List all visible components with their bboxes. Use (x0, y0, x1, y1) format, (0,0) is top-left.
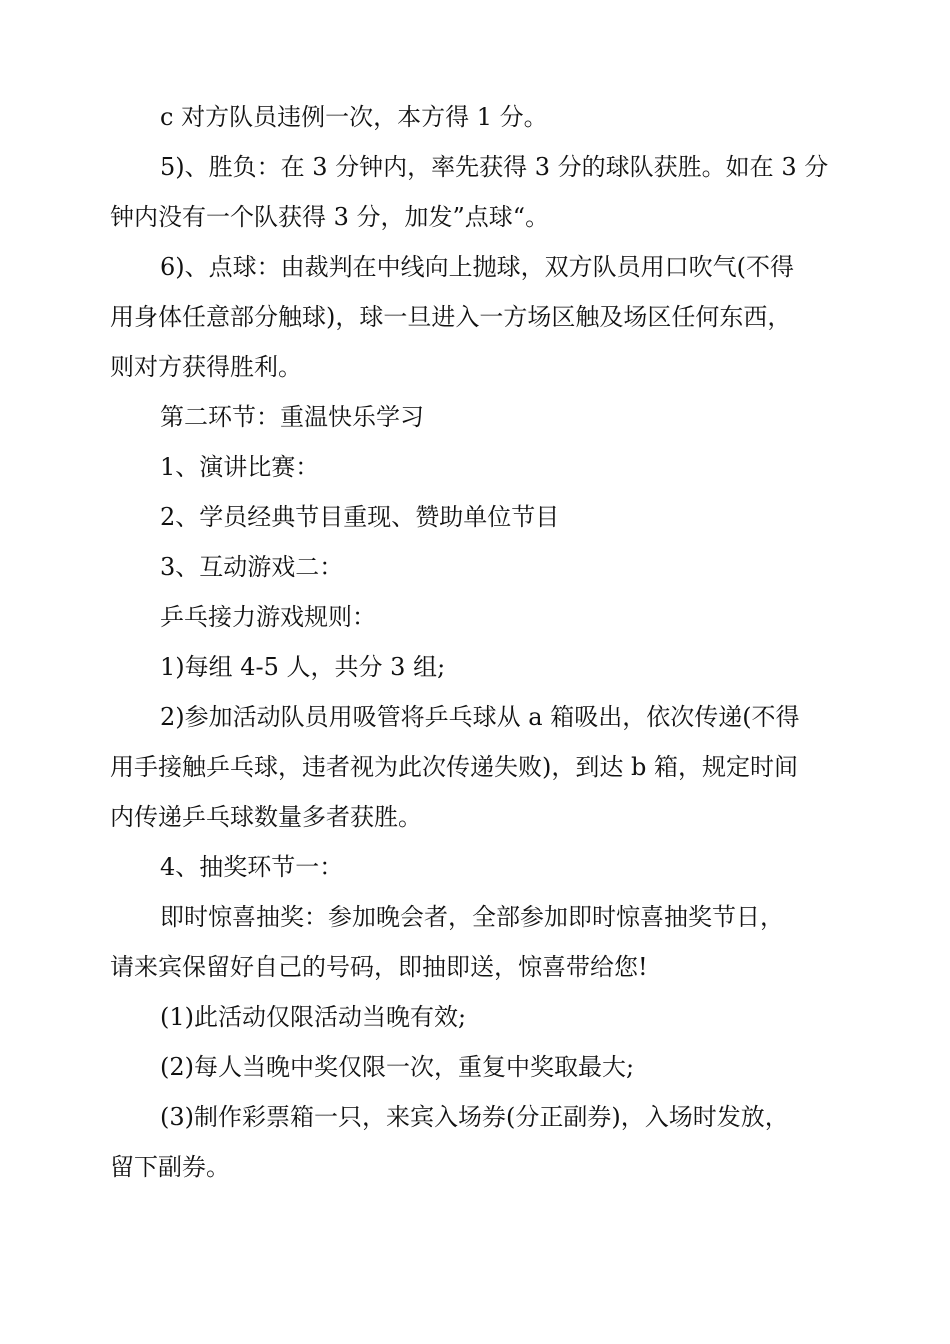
paragraph-lottery-rule-2 (110, 1042, 845, 1092)
text-line: 请来宾保留好自己的号码，即抽即送，惊喜带给您! (110, 953, 648, 981)
document-body (110, 92, 845, 1192)
text-line: (1)此活动仅限活动当晚有效; (160, 1003, 467, 1031)
paragraph-relay-rule-2 (110, 692, 845, 842)
text-line: 内传递乒乓球数量多者获胜。 (110, 803, 422, 831)
text-line: 6)、点球：由裁判在中线向上抛球，双方队员用口吹气(不得 (160, 253, 794, 281)
text-line: 用身体任意部分触球)，球一旦进入一方场区触及场区任何东西， (110, 303, 792, 331)
text-line: (2)每人当晚中奖仅限一次，重复中奖取最大; (160, 1053, 635, 1081)
paragraph-lottery-rule-1 (110, 992, 845, 1042)
text-line: 2)参加活动队员用吸管将乒乓球从 a 箱吸出，依次传递(不得 (160, 703, 800, 731)
text-line: 3、互动游戏二： (160, 553, 344, 581)
text-line: 则对方获得胜利。 (110, 353, 302, 381)
text-line: 钟内没有一个队获得 3 分，加发”点球“。 (110, 203, 550, 231)
paragraph-instant-lottery (110, 892, 845, 992)
text-line: c 对方队员违例一次，本方得 1 分。 (160, 103, 548, 131)
text-line: 即时惊喜抽奖：参加晚会者，全部参加即时惊喜抽奖节日， (160, 903, 784, 931)
text-line: 1、演讲比赛： (160, 453, 320, 481)
text-line: (3)制作彩票箱一只，来宾入场券(分正副券)，入场时发放， (160, 1103, 789, 1131)
paragraph-relay-rules-heading (110, 592, 845, 642)
section-heading-second-part (110, 392, 845, 442)
list-item-speech-contest (110, 442, 845, 492)
paragraph-relay-rule-1 (110, 642, 845, 692)
text-line: 4、抽奖环节一： (160, 853, 344, 881)
text-line: 1)每组 4-5 人，共分 3 组; (160, 653, 446, 681)
paragraph-win-loss (110, 142, 845, 242)
text-line: 第二环节：重温快乐学习 (160, 403, 424, 431)
paragraph-penalty-ball (110, 242, 845, 392)
paragraph-lottery-rule-3 (110, 1092, 845, 1192)
text-line: 5)、胜负：在 3 分钟内，率先获得 3 分的球队获胜。如在 3 分 (160, 153, 829, 181)
paragraph-scoring-rule-c (110, 92, 845, 142)
list-item-classic-programs (110, 492, 845, 542)
text-line: 乒乓接力游戏规则： (160, 603, 376, 631)
text-line: 2、学员经典节目重现、赞助单位节目 (160, 503, 560, 531)
list-item-interactive-game (110, 542, 845, 592)
text-line: 用手接触乒乓球，违者视为此次传递失败)，到达 b 箱，规定时间 (110, 753, 798, 781)
text-line: 留下副券。 (110, 1153, 230, 1181)
list-item-lottery (110, 842, 845, 892)
